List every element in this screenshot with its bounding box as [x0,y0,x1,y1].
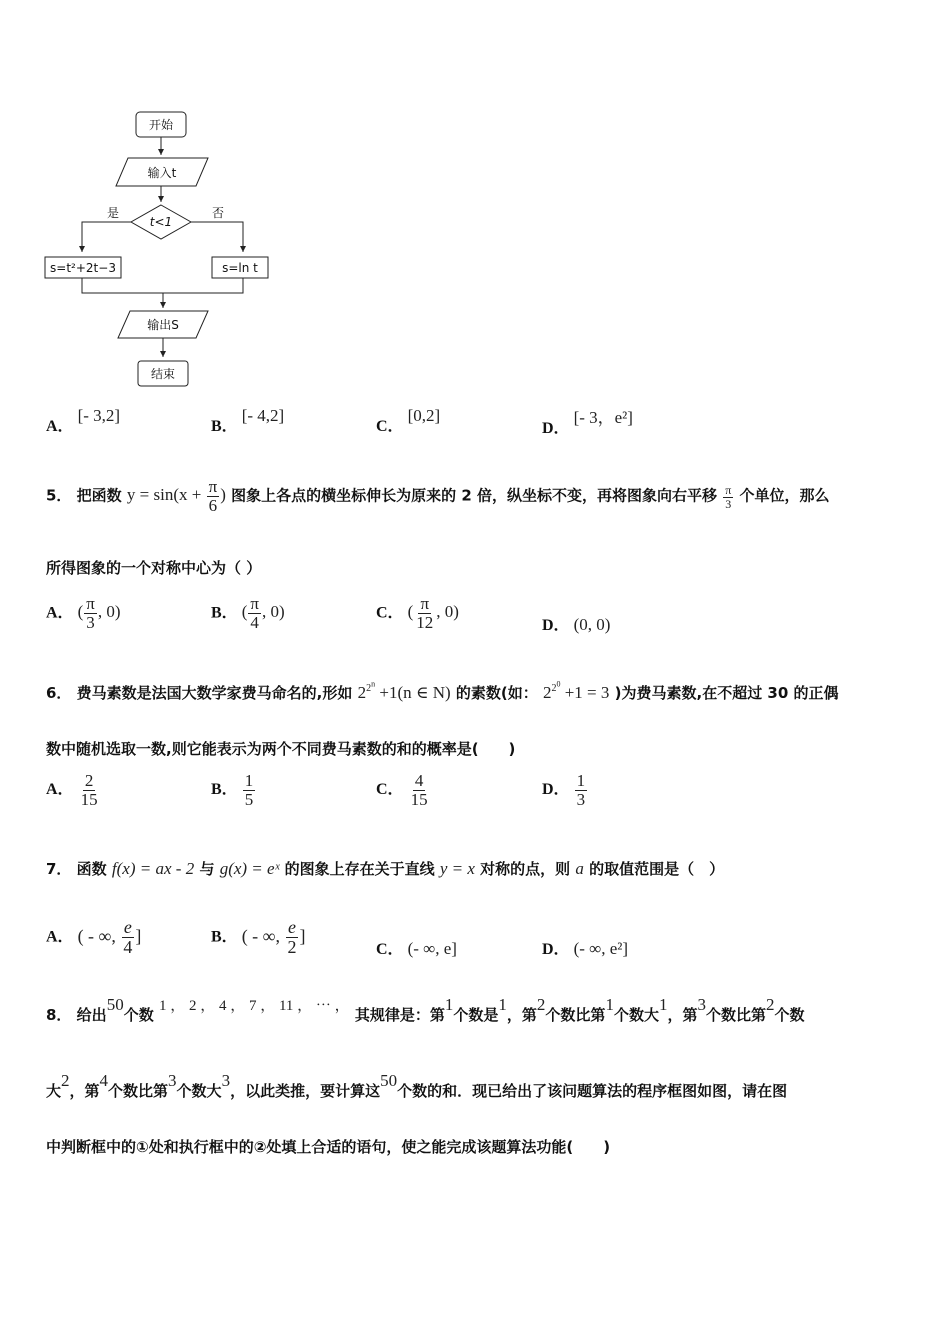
q7-text-e: 的取值范围是（ ） [589,860,725,878]
q8-v1: 1 [498,995,507,1014]
q8-line1 [46,995,805,1025]
option-label: B． [211,418,238,435]
q6-option-a[interactable] [46,772,101,809]
q4-option-a[interactable] [46,406,121,436]
q8-line2-c: 个数比第 [108,1082,169,1100]
q8-k4: 4 [99,1071,109,1090]
q5-option-d[interactable] [542,612,610,635]
q5-text-a: 把函数 [76,486,122,505]
option-label: C． [376,941,404,958]
option-value: [- 3，e²] [573,408,633,427]
q6-text-c: )为费马素数,在不超过 30 的正偶 [614,683,839,702]
q8-k1: 1 [444,995,454,1014]
flow-start-text: 开始 [148,118,174,132]
q5-number: 5． [46,486,72,505]
q5-option-c[interactable] [376,595,459,632]
q7-option-d[interactable] [542,936,628,959]
q7-f: f(x) = ax - 2 [111,859,195,878]
flow-right-text: s=ln t [222,261,258,275]
q8-sequence: 1 ， 2 ， 4 ， 7 ， 11 ， ⋯ ， [158,998,350,1014]
q6-number: 6． [46,683,72,702]
q8-text-c: 其规律是：第 [354,1006,445,1024]
q8-number: 8． [46,1006,72,1024]
q7-option-a[interactable] [46,918,141,957]
q4-option-d[interactable] [542,408,633,438]
option-value: ( $\frac{\pi}{12}$ , 0) [407,594,459,632]
q8-line2-b: ，第 [69,1082,100,1100]
q8-k2b: 2 [765,995,775,1014]
q5-shift: $\frac{\pi}{3}$ [725,483,732,511]
option-label: D． [542,617,570,634]
q8-v2: 2 [61,1071,70,1090]
q5-option-a[interactable] [46,595,121,632]
option-label: A． [46,781,74,799]
option-value: (- ∞, e²] [573,939,629,958]
option-label: B． [211,781,238,799]
q8-k2: 2 [536,995,546,1014]
q7-text-c: 的图象上存在关于直线 [284,860,435,878]
option-value: (0, 0) [573,615,611,634]
option-label: B． [211,604,238,622]
option-label: C． [376,604,404,622]
option-value: $\frac{4}{15}$ [410,771,428,809]
option-value: [- 3,2] [77,406,121,425]
q5-line1 [46,478,830,515]
q5-option-b[interactable] [211,595,285,632]
flow-output-text: 输出S [147,318,179,332]
q7-option-b[interactable] [211,918,306,957]
q6-option-d[interactable] [542,772,588,809]
q8-text-i: 个数比第 [705,1006,766,1024]
option-value: ( $\frac{\pi}{3}$ , 0) [77,594,121,632]
q8-k3b: 3 [168,1071,177,1090]
q6-option-b[interactable] [211,772,256,809]
option-label: A． [46,604,74,622]
flow-decision-text: t<1 [149,215,173,229]
q8-line3: 中判断框中的①处和执行框中的②处填上合适的语句，使之能完成该题算法功能( ) [46,1138,611,1156]
q6-option-c[interactable] [376,772,431,809]
q7-option-c[interactable] [376,936,457,959]
option-label: C． [376,781,404,799]
option-value: $\frac{1}{5}$ [244,771,254,809]
flow-yes-label: 是 [107,206,120,220]
q7-text-d: 对称的点，则 [480,860,571,878]
q4-option-c[interactable] [376,406,441,436]
option-label: D． [542,420,570,437]
q8-text-a: 给出 [76,1006,107,1024]
flowchart [40,105,280,395]
q8-line2 [46,1071,788,1101]
flow-end-text: 结束 [150,367,176,381]
q4-option-b[interactable] [211,406,285,436]
q8-line2-a: 大 [46,1082,62,1100]
flow-input-text: 输入t [147,166,177,180]
option-label: B． [211,928,238,946]
q8-line2-e: ，以此类推，要计算这 [230,1082,381,1100]
q8-v1b: 1 [658,995,668,1014]
q8-n50: 50 [106,995,124,1014]
q5-line2: 所得图象的一个对称中心为（ ） [46,559,262,577]
option-label: A． [46,418,74,435]
q6-line2: 数中随机选取一数,则它能表示为两个不同费马素数的和的概率是( ) [46,740,516,758]
option-value: [- 4,2] [241,406,285,425]
q8-text-h: ，第 [667,1006,698,1024]
q6-formula: $2^{2^n} +1(n$ ∈ N) [357,680,451,702]
q8-line2-f: 个数的和．现已给出了该问题算法的程序框图如图，请在图 [397,1082,788,1100]
q5-text-c: 个单位，那么 [739,486,830,505]
q5-formula: y = sin(x + $\frac{\pi}{6}$ ) [126,477,226,515]
q7-text-a: 函数 [76,860,107,878]
q8-k1b: 1 [605,995,614,1014]
option-label: D． [542,781,570,799]
option-label: C． [376,418,404,435]
option-value: [0,2] [407,406,441,425]
q8-text-d: 个数是 [453,1006,499,1024]
option-value: ( $\frac{\pi}{4}$ , 0) [241,594,285,632]
q8-text-g: 个数大 [613,1006,659,1024]
q8-text-j: 个数 [774,1006,805,1024]
option-value: ( - ∞, $\frac{e}{4}$ ] [77,917,142,957]
q8-k3: 3 [697,995,706,1014]
option-value: $\frac{1}{3}$ [576,771,586,809]
option-value: ( - ∞, $\frac{e}{2}$ ] [241,917,306,957]
flow-no-label: 否 [212,206,225,220]
q7-g: g(x) = eˣ [219,859,280,878]
option-value: (- ∞, e] [407,939,457,958]
q8-text-b: 个数 [123,1006,154,1024]
q8-n50b: 50 [380,1071,398,1090]
q8-v3: 3 [221,1071,231,1090]
q7-text-b: 与 [199,860,215,878]
q7-line1 [46,858,724,879]
q8-text-f: 个数比第 [545,1006,606,1024]
q6-example: $2^{2^0} +1 = 3$ [542,680,610,702]
q8-text-e: ，第 [506,1006,537,1024]
q7-line: y = x [439,859,475,878]
flow-left-text: s=t²+2t−3 [50,261,116,275]
q7-a: a [575,859,584,878]
q6-line1 [46,680,839,703]
q8-line2-d: 个数大 [176,1082,222,1100]
q5-text-b: 图象上各点的横坐标伸长为原来的 2 倍，纵坐标不变，再将图象向右平移 [231,486,717,505]
q6-text-a: 费马素数是法国大数学家费马命名的,形如 [76,683,353,702]
option-label: D． [542,941,570,958]
q6-text-b: 的素数(如： [455,683,538,702]
option-label: A． [46,928,74,946]
q7-number: 7． [46,860,72,878]
option-value: $\frac{2}{15}$ [80,771,98,809]
